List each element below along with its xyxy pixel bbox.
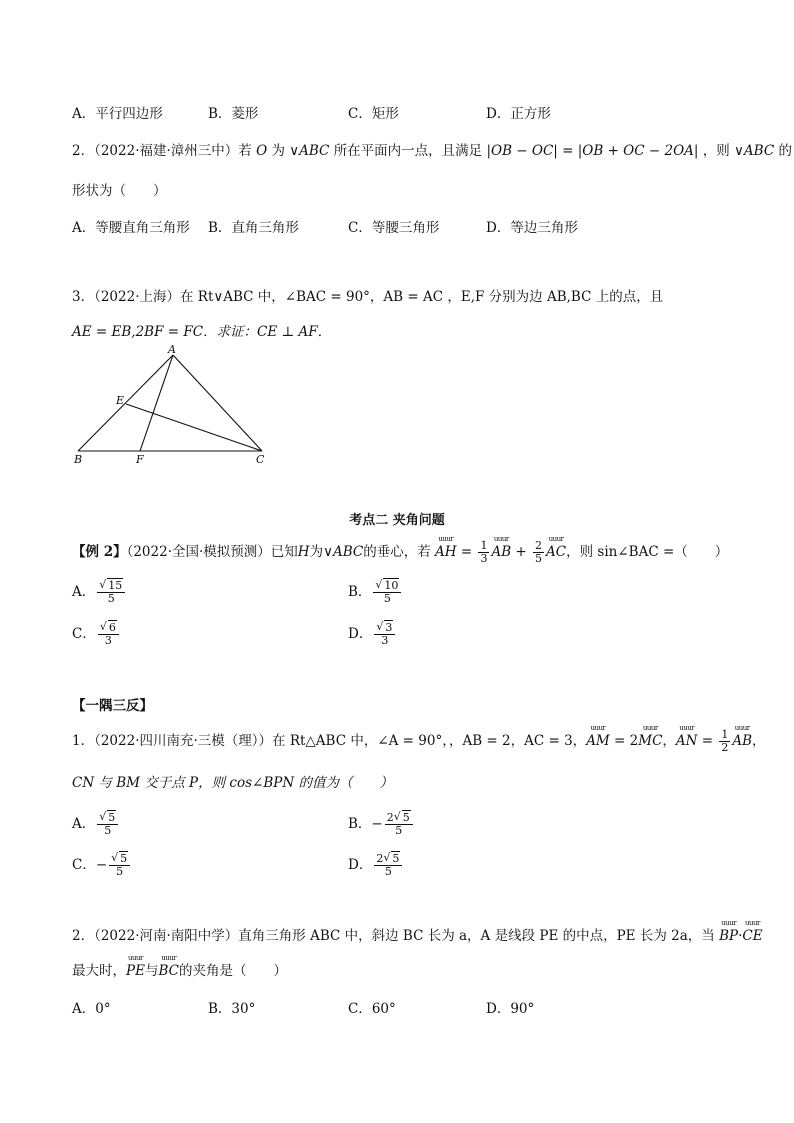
practice1-eq1: = 2 (609, 733, 639, 749)
example-triangle: ∨ABC (323, 544, 364, 560)
example-text-a: （2022·全国·模拟预测）已知 (126, 544, 298, 560)
practice2-line1: 2．（2022·河南·南阳中学）直角三角形 ABC 中，斜边 BC 长为 a，A 是线段 PE 的中点，PE 长为 2a，当 (72, 928, 715, 944)
example2-stem: 【例 2】（2022·全国·模拟预测）已知H为∨ABC的垂心，若 uuur AH = $\frac{1}{3}$ uuur AB + $\frac{2}{5}$ uuur AC，则 sin∠BAC =（ ） (72, 540, 728, 565)
practice1-stem-line2: CN 与 BM 交于点 P，则 cos∠BPN 的值为（ ） (72, 775, 393, 791)
practice2-option-d: D．90° (486, 1001, 535, 1017)
edge-ca (173, 355, 262, 451)
label-f: F (136, 453, 144, 466)
label-a: A (168, 343, 176, 356)
fraction-half: $\frac{1}{2}$ (721, 728, 729, 754)
vector-bc: uuur BC (158, 963, 179, 979)
edge-ab (78, 355, 173, 451)
practice1-option-d: D． $\frac{2√ 5}{5}$ (348, 853, 404, 878)
practice1-end: ， (752, 733, 766, 749)
q3-stem-line2: AE = EB,2BF = FC．求证：CE ⊥ AF． (72, 324, 332, 340)
practice2-option-b: B．30° (208, 1001, 256, 1017)
practice1-text-a: 1．（2022·四川南充·三模（理））在 Rt△ABC 中，∠A = 90°，，AB = 2，AC = 3， (72, 733, 587, 749)
vector-ab: uuur AB (491, 544, 511, 560)
example-text-c: 的垂心，若 (363, 544, 431, 560)
practice2-stem-line2 (72, 959, 287, 979)
q2-suffix: 的 (778, 143, 792, 159)
practice1-option-c: C．− √ $\frac{5}{5}$ (72, 853, 132, 878)
q2-point-o: O (256, 143, 268, 159)
q2-triangle: ∨ABC (289, 143, 330, 159)
q2-mid1: 为 (271, 143, 285, 159)
vector-mc: uuur MC (638, 733, 662, 749)
q1-option-d: D．正方形 (486, 106, 551, 122)
q2-option-a: A．等腰直角三角形 (72, 220, 190, 236)
practice2-stem (72, 924, 763, 944)
segment-ce (126, 404, 262, 451)
fraction-two-fifths: $\frac{2}{5}$ (535, 539, 543, 565)
vector-an: uuur AN (676, 733, 698, 749)
example2-option-d: D． √ $\frac{3}{3}$ (348, 622, 397, 647)
q2-triangle-2: ∨ABC (734, 143, 775, 159)
q2-prefix: 2．（2022·福建·漳州三中）若 (72, 143, 252, 159)
example2-option-b: B． √ $\frac{10}{5}$ (348, 580, 403, 605)
practice1-stem (72, 729, 766, 754)
practice1-sep: ， (662, 733, 676, 749)
label-c: C (256, 453, 265, 466)
point-h: H (297, 544, 310, 560)
practice2-text-a: 最大时， (72, 963, 126, 979)
vector-am: uuur AM (586, 733, 610, 749)
q2-condition: |OB − OC| = |OB + OC − 2OA| (486, 143, 699, 159)
q2-mid3: ，则 (702, 143, 730, 159)
q1-option-a: A．平行四边形 (72, 106, 163, 122)
practice1-option-a: A． √ $\frac{5}{5}$ (72, 812, 120, 837)
q2-stem-line2: 形状为（ ） (72, 183, 167, 199)
q2-option-d: D．等边三角形 (486, 220, 578, 236)
q3-triangle-figure (66, 342, 276, 467)
practice1-eq2: = (697, 733, 714, 749)
example-tag: 【例 2】 (72, 544, 127, 560)
example2-option-c: C． √ $\frac{6}{3}$ (72, 622, 121, 647)
practice2-option-a: A．0° (72, 1001, 111, 1017)
practice-tag: 【一隅三反】 (72, 698, 153, 714)
practice2-option-c: C．60° (348, 1001, 396, 1017)
dot-operator: · (738, 928, 743, 944)
label-e: E (116, 394, 125, 407)
vector-ah: uuur AH (435, 544, 457, 560)
q2-stem (72, 139, 792, 159)
vector-ce: uuur CE (742, 928, 762, 944)
q2-mid2: 所在平面内一点，且满足 (333, 143, 483, 159)
vector-bp: uuur BP (719, 928, 738, 944)
q3-stem-line1: 3．（2022·上海）在 Rt∨ABC 中，∠BAC = 90°，AB = AC ，E,F 分别为边 AB,BC 上的点，且 (72, 289, 664, 305)
practice2-text-c: 的夹角是（ ） (178, 963, 287, 979)
practice2-text-b: 与 (144, 963, 159, 979)
label-b: B (74, 453, 83, 466)
vector-ab-2: uuur AB (732, 733, 752, 749)
q1-option-b: B．菱形 (208, 106, 259, 122)
q2-option-c: C．等腰三角形 (348, 220, 440, 236)
q2-option-b: B．直角三角形 (208, 220, 299, 236)
example-text-d: ，则 sin∠BAC =（ ） (566, 544, 729, 560)
fraction-one-third: $\frac{1}{3}$ (480, 539, 488, 565)
q1-option-c: C．矩形 (348, 106, 399, 122)
vector-ac: uuur AC (546, 544, 566, 560)
vector-pe: uuur PE (126, 963, 145, 979)
example-text-b: 为 (309, 544, 324, 560)
segment-af (140, 355, 173, 451)
section-title: 考点二 夹角问题 (349, 513, 445, 528)
practice1-option-b: B．− $\frac{2√ 5}{5}$ (348, 812, 415, 837)
example2-option-a: A． √ $\frac{15}{5}$ (72, 580, 127, 605)
